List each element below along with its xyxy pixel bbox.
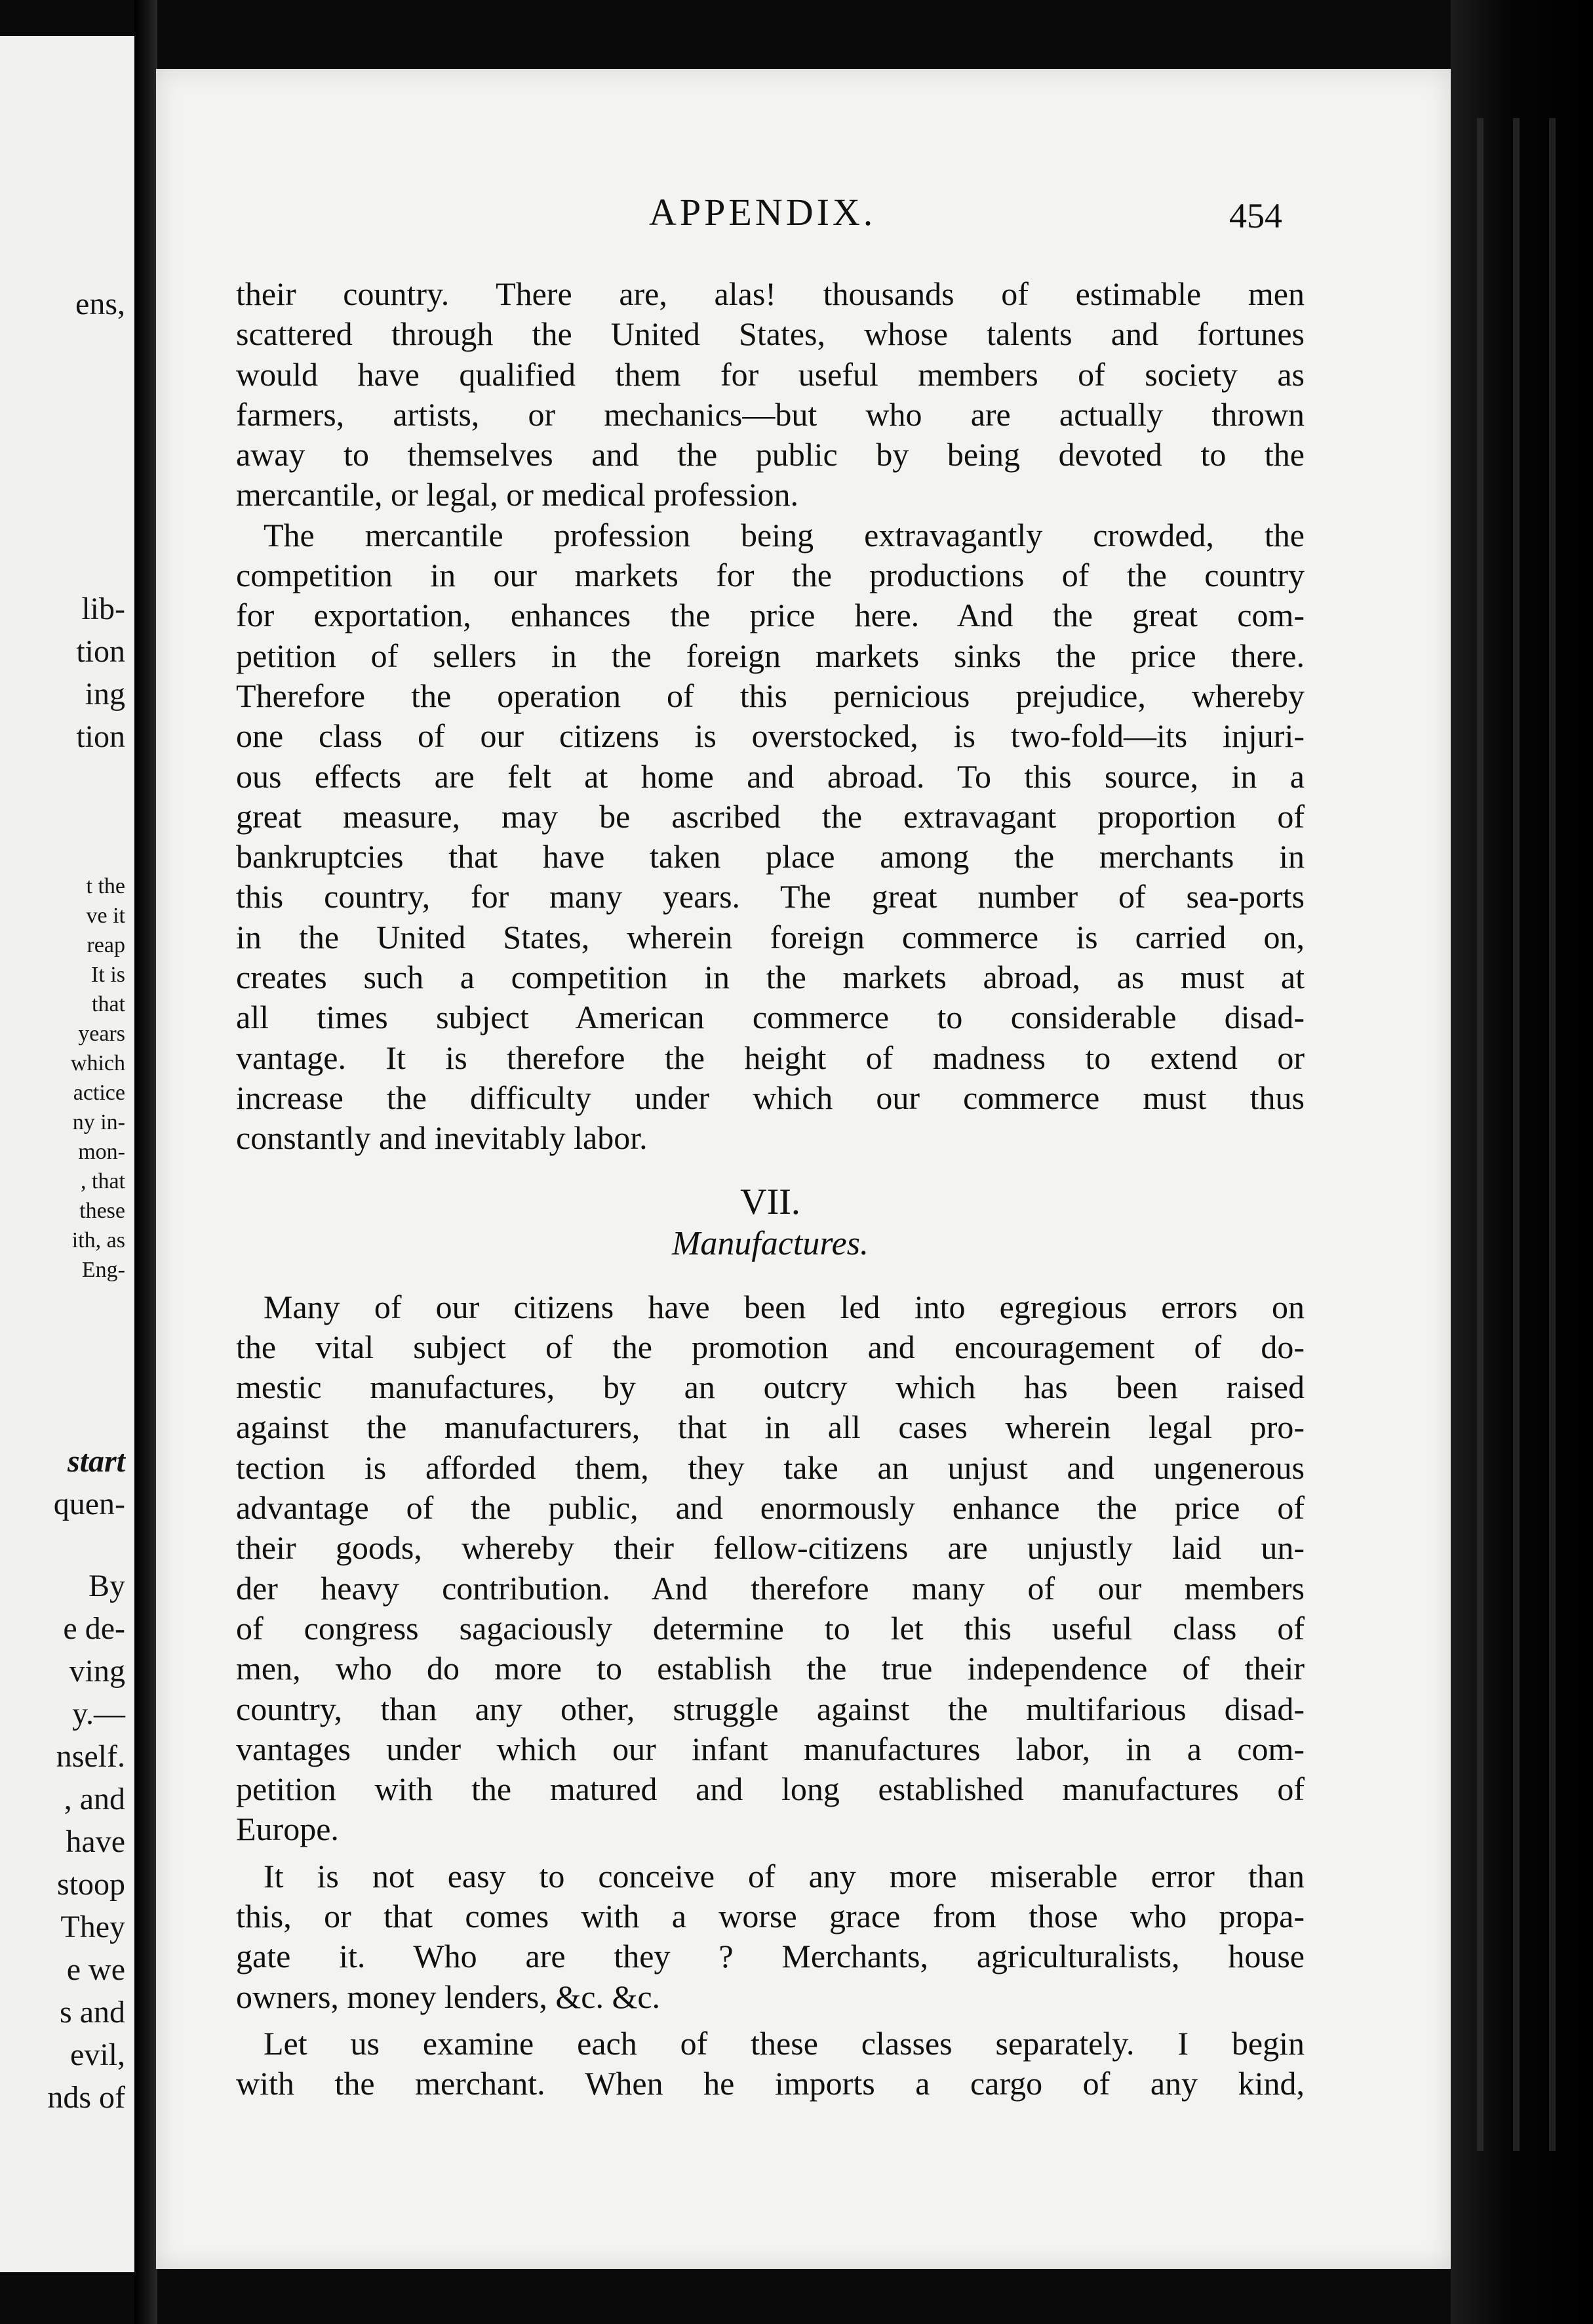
text-line: Many of our citizens have been led into egregious errors on (264, 1288, 1305, 1325)
facing-page-line: ith, as (71, 1228, 125, 1252)
text-line: owners, money lenders, &c. &c. (236, 1978, 661, 2015)
facing-page-line: e de- (63, 1611, 125, 1646)
text-line: increase the difficulty under which our commerce must thus (236, 1079, 1305, 1116)
text-line: away to themselves and the public by being devoted to the (236, 436, 1305, 473)
facing-page-line: They (60, 1910, 125, 1944)
text-line: bankruptcies that have taken place among the merchants in (236, 838, 1305, 875)
text-line: the vital subject of the promotion and encouragement of do- (236, 1328, 1305, 1365)
facing-page-line: years (78, 1022, 125, 1046)
facing-page-line: quen- (53, 1487, 125, 1521)
text-line: men, who do more to establish the true independence of their (236, 1650, 1305, 1687)
facing-page-line: reap (87, 933, 125, 957)
text-line: this country, for many years. The great number of sea-ports (236, 878, 1305, 915)
text-line: this, or that comes with a worse grace from those who propa- (236, 1897, 1305, 1934)
text-line: petition of sellers in the foreign markets sinks the price there. (236, 637, 1305, 674)
text-line: constantly and inevitably labor. (236, 1119, 648, 1157)
text-line: Europe. (236, 1811, 339, 1848)
paragraph-1 (236, 274, 1305, 515)
facing-page-line: ens, (75, 287, 125, 321)
facing-page-line: , and (64, 1782, 125, 1816)
facing-page-line: start (67, 1444, 125, 1479)
text-line: in the United States, wherein foreign commerce is carried on, (236, 918, 1305, 955)
text-line: with the merchant. When he imports a cargo of any kind, (236, 2065, 1305, 2102)
facing-page-line: ving (69, 1654, 125, 1689)
text-line: of congress sagaciously determine to let this useful class of (236, 1609, 1305, 1647)
book-gutter (134, 0, 157, 2324)
facing-page-line: s and (60, 1995, 125, 2030)
text-line: great measure, may be ascribed the extravagant proportion of (236, 797, 1305, 835)
text-line: The mercantile profession being extravagantly crowded, the (264, 516, 1305, 553)
facing-page-line: mon- (78, 1140, 125, 1164)
facing-page-line: By (88, 1569, 125, 1603)
text-line: against the manufacturers, that in all cases wherein legal pro- (236, 1409, 1305, 1446)
text-line: creates such a competition in the markets abroad, as must at (236, 959, 1305, 996)
facing-page-line: actice (73, 1081, 125, 1105)
text-line: ous effects are felt at home and abroad. To this source, in a (236, 757, 1305, 795)
facing-page-line: have (66, 1824, 125, 1859)
facing-page-line: It is (91, 963, 125, 987)
text-line: their country. There are, alas! thousands of estimable men (236, 275, 1305, 312)
text-line: Let us examine each of these classes separately. I begin (264, 2024, 1305, 2062)
facing-page-line: tion (76, 634, 125, 669)
paragraph-3 (236, 1287, 1305, 1850)
facing-page-line: e we (66, 1952, 125, 1987)
section-title: Manufactures. (672, 1224, 869, 1262)
text-line: their goods, whereby their fellow-citizens are unjustly laid un- (236, 1529, 1305, 1567)
facing-page-line: nself. (56, 1739, 125, 1774)
text-line: would have qualified them for useful members of society as (236, 355, 1305, 393)
facing-page-line: ve it (86, 904, 125, 928)
page-number: 454 (1229, 196, 1282, 235)
text-line: mestic manufactures, by an outcry which has been raised (236, 1369, 1305, 1406)
facing-page-line: tion (76, 719, 125, 754)
text-line: farmers, artists, or mechanics—but who are actually thrown (236, 395, 1305, 433)
facing-page-line: , that (81, 1169, 125, 1193)
text-line: vantage. It is therefore the height of madness to extend or (236, 1039, 1305, 1076)
facing-page-line: y.— (72, 1696, 125, 1731)
text-line: competition in our markets for the productions of the country (236, 557, 1305, 594)
facing-page-line: evil, (70, 2037, 125, 2072)
body-text (236, 274, 1305, 2104)
text-line: for exportation, enhances the price here. And the great com- (236, 597, 1305, 634)
facing-page-line: lib- (81, 591, 125, 626)
facing-page-line: t the (86, 874, 125, 898)
text-line: one class of our citizens is overstocked, is two-fold—its injuri- (236, 717, 1305, 755)
facing-page-line: that (92, 992, 125, 1016)
text-line: petition with the matured and long established manufactures of (236, 1771, 1305, 1808)
facing-page-line: Eng- (81, 1258, 125, 1282)
facing-page-line: these (79, 1199, 125, 1223)
facing-page-fragment (0, 36, 134, 2272)
running-title: APPENDIX. (649, 191, 876, 233)
facing-page-line: ing (85, 677, 125, 711)
facing-page-line: stoop (56, 1867, 125, 1902)
paragraph-5 (236, 2024, 1305, 2104)
text-line: It is not easy to conceive of any more miserable error than (264, 1857, 1305, 1894)
facing-page-line: which (70, 1051, 125, 1075)
text-line: country, than any other, struggle against the multifarious disad- (236, 1690, 1305, 1727)
text-line: gate it. Who are they ? Merchants, agriculturalists, house (236, 1938, 1305, 1975)
text-line: der heavy contribution. And therefore many of our members (236, 1569, 1305, 1607)
text-line: tection is afforded them, they take an unjust and ungenerous (236, 1449, 1305, 1486)
running-head (0, 190, 1593, 236)
facing-page-line: nds of (47, 2080, 125, 2115)
text-line: scattered through the United States, whose talents and fortunes (236, 315, 1305, 353)
text-line: all times subject American commerce to considerable disad- (236, 999, 1305, 1036)
paragraph-4 (236, 1856, 1305, 2017)
text-line: mercantile, or legal, or medical profession. (236, 476, 799, 513)
paragraph-2 (236, 515, 1305, 1159)
section-number: VII. (740, 1181, 800, 1222)
text-line: Therefore the operation of this pernicious prejudice, whereby (236, 677, 1305, 714)
page-edge-shadow (1451, 0, 1593, 2324)
text-line: vantages under which our infant manufactures labor, in a com- (236, 1730, 1305, 1767)
facing-page-line: ny in- (72, 1110, 125, 1134)
text-line: advantage of the public, and enormously enhance the price of (236, 1489, 1305, 1527)
